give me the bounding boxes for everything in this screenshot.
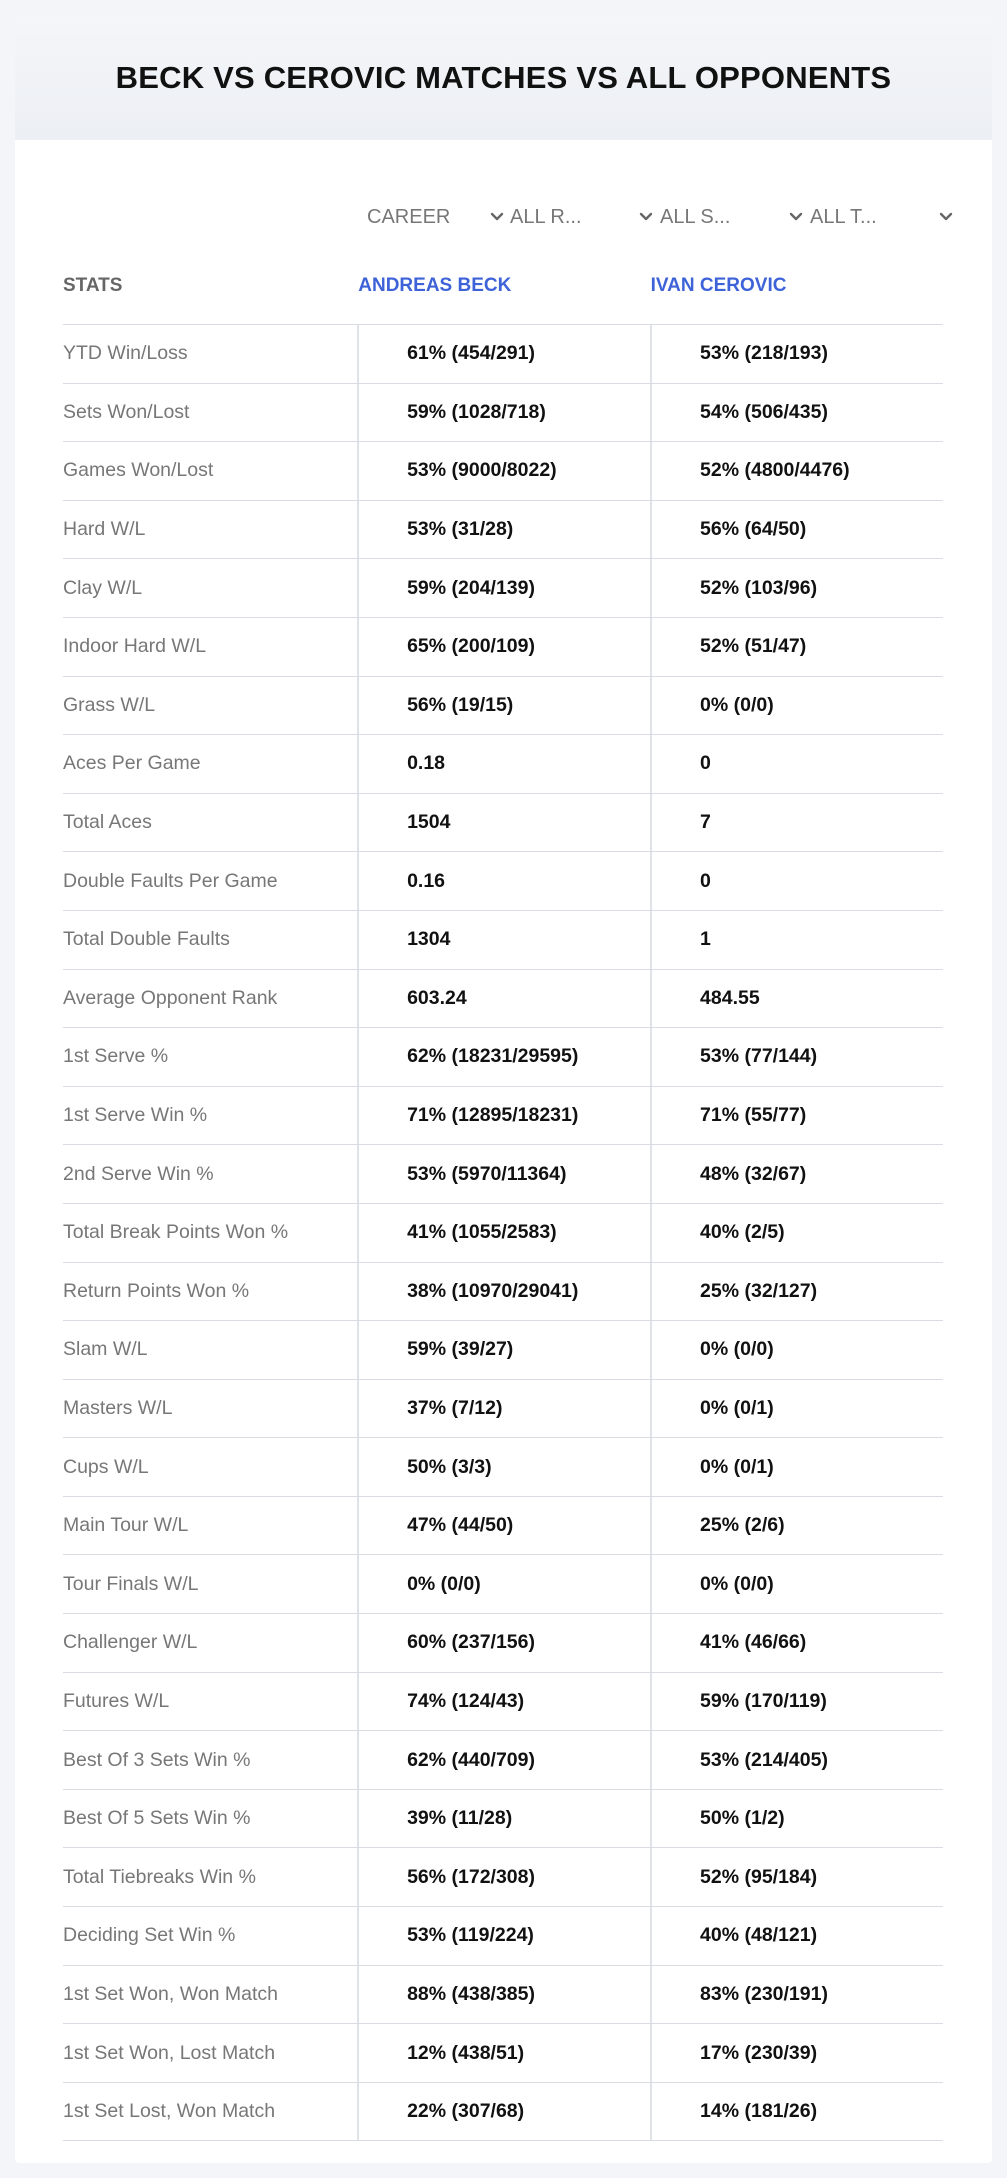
player1-value: 50% (3/3) <box>357 1438 650 1496</box>
table-row <box>63 1790 943 1849</box>
page-title: BECK VS CEROVIC MATCHES VS ALL OPPONENTS <box>115 59 892 95</box>
table-row <box>63 1380 943 1439</box>
stat-label: Masters W/L <box>63 1396 173 1419</box>
stat-label: Best Of 5 Sets Win % <box>63 1807 251 1830</box>
player2-value: 71% (55/77) <box>650 1087 943 1145</box>
table-row <box>63 1087 943 1146</box>
filter-tournament-select[interactable] <box>810 187 956 247</box>
stat-label: Challenger W/L <box>63 1631 198 1654</box>
table-row <box>63 735 943 794</box>
stat-label: Futures W/L <box>63 1689 170 1712</box>
filter-period-label: CAREER <box>367 205 451 228</box>
player2-value: 48% (32/67) <box>650 1145 943 1203</box>
player2-value: 41% (46/66) <box>650 1614 943 1672</box>
player2-link[interactable]: IVAN CEROVIC <box>650 274 787 296</box>
table-row <box>63 970 943 1029</box>
table-row <box>63 1438 943 1497</box>
table-row <box>63 501 943 560</box>
player1-value: 71% (12895/18231) <box>357 1087 650 1145</box>
table-row <box>63 852 943 911</box>
table-row <box>63 1028 943 1087</box>
stat-label: 1st Serve Win % <box>63 1104 208 1127</box>
table-row <box>63 1673 943 1732</box>
table-row <box>63 911 943 970</box>
player2-value: 1 <box>650 911 943 969</box>
player1-value: 53% (5970/11364) <box>357 1145 650 1203</box>
stat-label: Games Won/Lost <box>63 459 214 482</box>
stat-label: 1st Set Won, Lost Match <box>63 2041 276 2064</box>
stat-label: Cups W/L <box>63 1455 149 1478</box>
filter-round-select[interactable] <box>510 187 656 247</box>
player1-value: 53% (9000/8022) <box>357 442 650 500</box>
stat-label: Clay W/L <box>63 576 143 599</box>
player1-value: 74% (124/43) <box>357 1673 650 1731</box>
table-row <box>63 1555 943 1614</box>
table-row <box>63 442 943 501</box>
player1-value: 41% (1055/2583) <box>357 1204 650 1262</box>
player2-value: 17% (230/39) <box>650 2024 943 2082</box>
filter-surface-select[interactable] <box>660 187 806 247</box>
player2-value: 484.55 <box>650 970 943 1028</box>
table-row <box>63 1966 943 2025</box>
stat-label: Slam W/L <box>63 1338 148 1361</box>
stat-label: YTD Win/Loss <box>63 342 188 365</box>
table-header <box>63 247 943 325</box>
player2-value: 53% (218/193) <box>650 325 943 383</box>
chevron-down-icon <box>936 207 956 227</box>
player2-value: 25% (2/6) <box>650 1497 943 1555</box>
player2-value: 0% (0/1) <box>650 1380 943 1438</box>
table-row <box>63 1731 943 1790</box>
chevron-down-icon <box>636 207 656 227</box>
stat-label: Return Points Won % <box>63 1279 250 1302</box>
stat-label: Hard W/L <box>63 518 146 541</box>
player1-value: 53% (31/28) <box>357 501 650 559</box>
filter-bar <box>15 187 992 247</box>
stat-label: Average Opponent Rank <box>63 986 278 1009</box>
player2-value: 53% (214/405) <box>650 1731 943 1789</box>
stat-label: 1st Serve % <box>63 1045 169 1068</box>
player2-value: 0% (0/0) <box>650 1555 943 1613</box>
table-row <box>63 1145 943 1204</box>
player2-value: 83% (230/191) <box>650 1966 943 2024</box>
player1-value: 65% (200/109) <box>357 618 650 676</box>
player1-value: 0.16 <box>357 852 650 910</box>
stat-label: Best Of 3 Sets Win % <box>63 1748 251 1771</box>
filter-surface-label: ALL S... <box>660 205 731 228</box>
stat-label: 1st Set Won, Won Match <box>63 1982 278 2005</box>
player2-value: 54% (506/435) <box>650 384 943 442</box>
filter-tournament-label: ALL T... <box>810 205 877 228</box>
player2-value: 7 <box>650 794 943 852</box>
table-row <box>63 559 943 618</box>
table-row <box>63 1848 943 1907</box>
player2-value: 0% (0/1) <box>650 1438 943 1496</box>
stat-label: Indoor Hard W/L <box>63 635 207 658</box>
table-body <box>63 325 943 2141</box>
stat-label: Tour Finals W/L <box>63 1572 199 1595</box>
player1-value: 56% (172/308) <box>357 1848 650 1906</box>
player2-value: 56% (64/50) <box>650 501 943 559</box>
player2-value: 0% (0/0) <box>650 677 943 735</box>
table-row <box>63 2083 943 2142</box>
stat-label: Sets Won/Lost <box>63 400 190 423</box>
player2-value: 52% (51/47) <box>650 618 943 676</box>
player2-value: 25% (32/127) <box>650 1263 943 1321</box>
table-row <box>63 384 943 443</box>
player2-value: 0% (0/0) <box>650 1321 943 1379</box>
stat-label: Deciding Set Win % <box>63 1924 236 1947</box>
stats-table <box>63 247 943 2141</box>
filter-period-select[interactable] <box>367 187 507 247</box>
player1-value: 0.18 <box>357 735 650 793</box>
player2-value: 53% (77/144) <box>650 1028 943 1086</box>
player1-value: 47% (44/50) <box>357 1497 650 1555</box>
table-row <box>63 618 943 677</box>
player1-value: 62% (18231/29595) <box>357 1028 650 1086</box>
table-row <box>63 1204 943 1263</box>
player1-value: 37% (7/12) <box>357 1380 650 1438</box>
player1-value: 1304 <box>357 911 650 969</box>
player1-value: 38% (10970/29041) <box>357 1263 650 1321</box>
player1-value: 59% (1028/718) <box>357 384 650 442</box>
stat-label: Total Tiebreaks Win % <box>63 1865 256 1888</box>
player2-value: 0 <box>650 735 943 793</box>
player1-value: 62% (440/709) <box>357 1731 650 1789</box>
player1-value: 603.24 <box>357 970 650 1028</box>
table-row <box>63 1614 943 1673</box>
player1-value: 59% (204/139) <box>357 559 650 617</box>
player1-value: 61% (454/291) <box>357 325 650 383</box>
player2-value: 40% (48/121) <box>650 1907 943 1965</box>
player1-value: 59% (39/27) <box>357 1321 650 1379</box>
player1-link[interactable]: ANDREAS BECK <box>358 274 512 296</box>
table-row <box>63 794 943 853</box>
player1-value: 88% (438/385) <box>357 1966 650 2024</box>
player2-value: 40% (2/5) <box>650 1204 943 1262</box>
player2-value: 52% (103/96) <box>650 559 943 617</box>
table-row <box>63 1321 943 1380</box>
stats-column-header: STATS <box>63 274 123 296</box>
player1-value: 53% (119/224) <box>357 1907 650 1965</box>
stat-label: Total Aces <box>63 811 152 834</box>
card-header <box>15 15 992 140</box>
table-row <box>63 677 943 736</box>
table-row <box>63 1497 943 1556</box>
filter-round-label: ALL R... <box>510 205 582 228</box>
player1-value: 60% (237/156) <box>357 1614 650 1672</box>
stat-label: Total Break Points Won % <box>63 1221 289 1244</box>
stat-label: Grass W/L <box>63 693 156 716</box>
stat-label: 2nd Serve Win % <box>63 1162 214 1185</box>
player1-value: 12% (438/51) <box>357 2024 650 2082</box>
stat-label: Total Double Faults <box>63 928 230 951</box>
table-row <box>63 1263 943 1322</box>
player2-value: 52% (95/184) <box>650 1848 943 1906</box>
table-row <box>63 325 943 384</box>
player1-value: 39% (11/28) <box>357 1790 650 1848</box>
player2-value: 59% (170/119) <box>650 1673 943 1731</box>
player1-value: 56% (19/15) <box>357 677 650 735</box>
chevron-down-icon <box>786 207 806 227</box>
stat-label: 1st Set Lost, Won Match <box>63 2100 276 2123</box>
stats-card <box>15 15 992 2163</box>
player1-value: 22% (307/68) <box>357 2083 650 2141</box>
player1-value: 1504 <box>357 794 650 852</box>
chevron-down-icon <box>487 207 507 227</box>
player2-value: 52% (4800/4476) <box>650 442 943 500</box>
player2-value: 0 <box>650 852 943 910</box>
player1-value: 0% (0/0) <box>357 1555 650 1613</box>
stat-label: Double Faults Per Game <box>63 869 278 892</box>
stat-label: Main Tour W/L <box>63 1514 189 1537</box>
player2-value: 14% (181/26) <box>650 2083 943 2141</box>
table-row <box>63 2024 943 2083</box>
player2-value: 50% (1/2) <box>650 1790 943 1848</box>
stat-label: Aces Per Game <box>63 752 201 775</box>
table-row <box>63 1907 943 1966</box>
